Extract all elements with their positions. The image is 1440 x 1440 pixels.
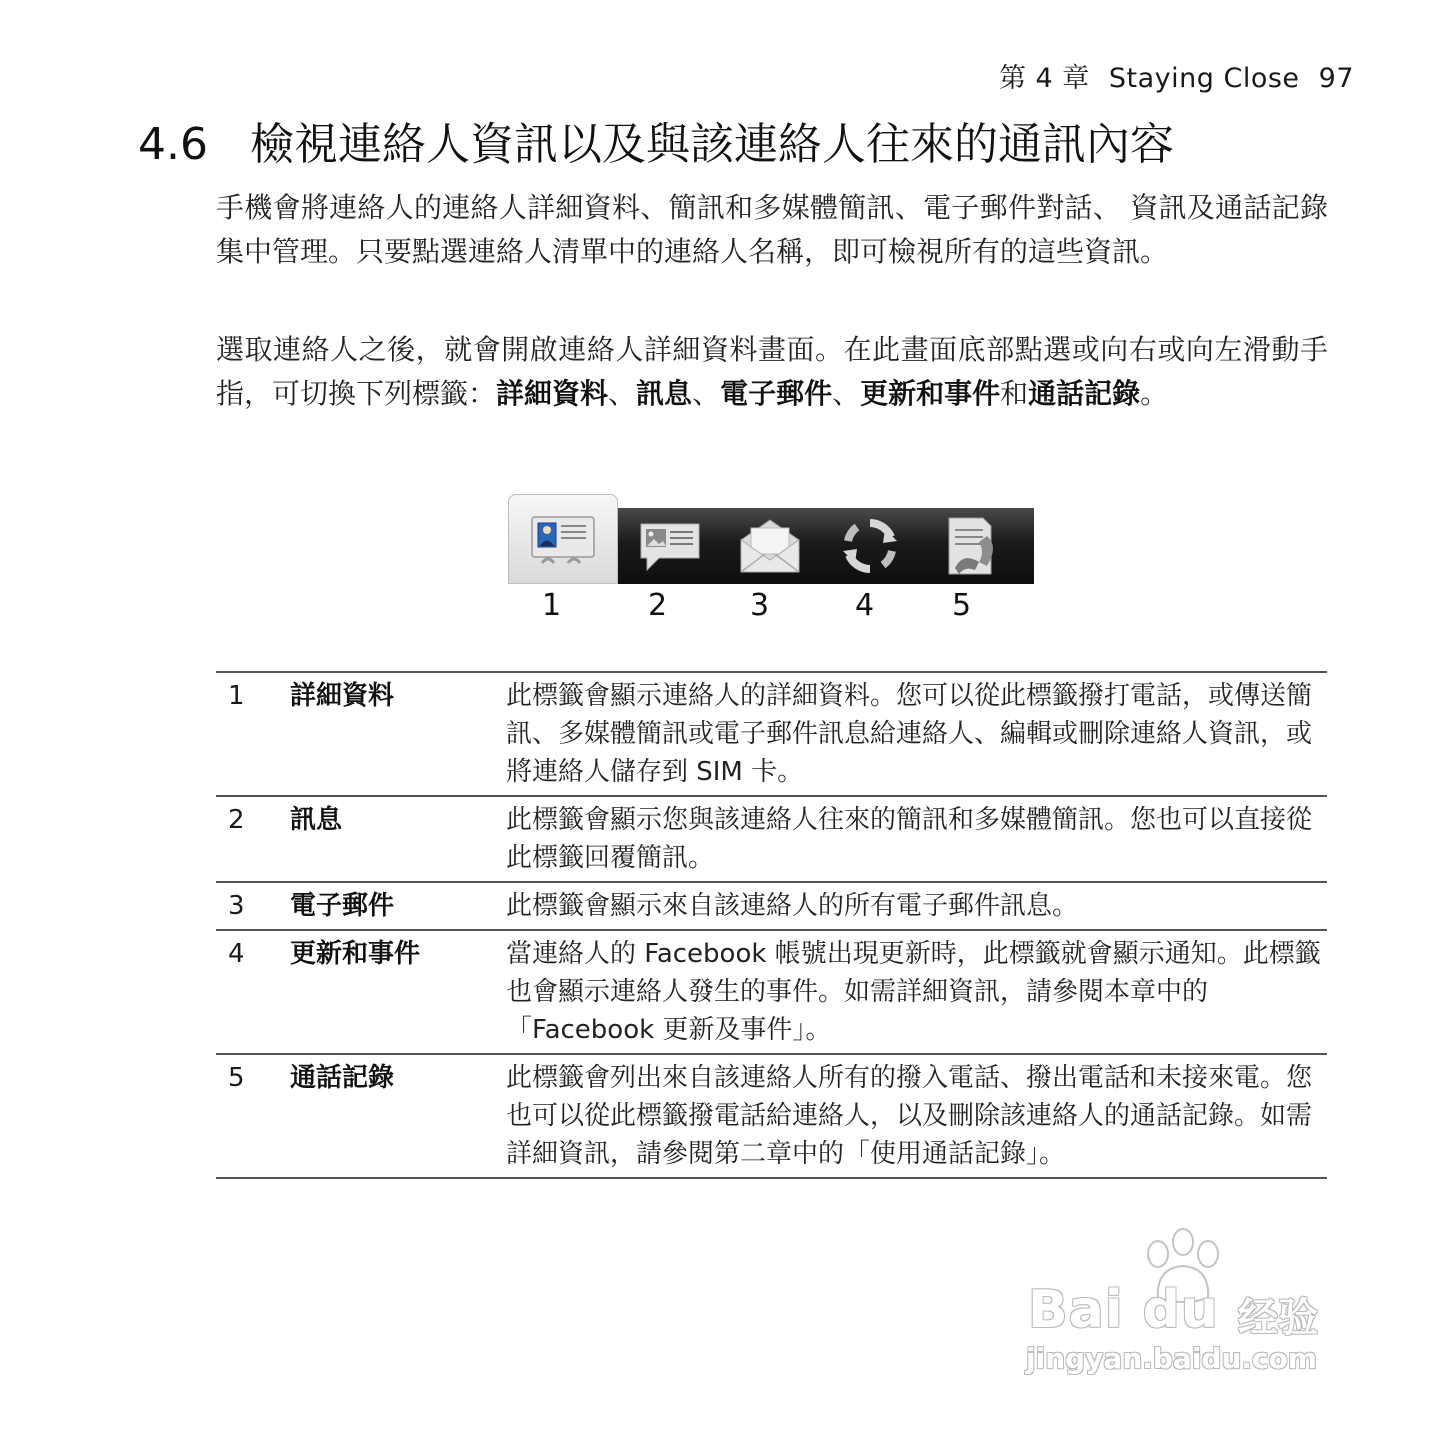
watermark-brand: Bai du: [1028, 1280, 1219, 1340]
row-tab-name: 通話記錄: [290, 1063, 395, 1093]
row-number: 1: [228, 681, 245, 711]
tab-details[interactable]: [508, 494, 618, 584]
intro-paragraph: 手機會將連絡人的連絡人詳細資料、簡訊和多媒體簡訊、電子郵件對話、 資訊及通話記錄集中管理。只要點選連絡人清單中的連絡人名稱，即可檢視所有的這些資訊。: [216, 191, 1328, 268]
tab-number-4: 4: [855, 588, 875, 623]
conjunction: 和: [1000, 377, 1029, 410]
contact-card-icon: [528, 509, 598, 569]
tab-name-details: 詳細資料: [496, 377, 609, 410]
envelope-icon: [735, 516, 805, 576]
row-description: 此標籤會顯示您與該連絡人往來的簡訊和多媒體簡訊。您也可以直接從此標籤回覆簡訊。: [506, 805, 1313, 873]
tab-description-table: [216, 671, 1327, 1179]
section-number: 4.6: [138, 119, 208, 170]
table-row: [216, 796, 1327, 882]
row-tab-name: 詳細資料: [290, 681, 395, 711]
tab-name-call-history: 通話記錄: [1028, 377, 1141, 410]
tab-call-history[interactable]: [918, 508, 1022, 584]
row-description: 此標籤會列出來自該連絡人所有的撥入電話、撥出電話和未接來電。您也可以從此標籤撥電話給連絡人，以及刪除該連絡人的通話記錄。如需詳細資訊，請參閱第二章中的「使用通話記錄」。: [506, 1063, 1313, 1169]
section-title: 檢視連絡人資訊以及與該連絡人往來的通訊內容: [250, 119, 1174, 170]
page-number: 97: [1318, 63, 1354, 94]
table-row: [216, 930, 1327, 1054]
period: 。: [1140, 377, 1169, 410]
separator: 、: [608, 377, 637, 410]
baidu-watermark: [1020, 1228, 1360, 1388]
table-row: [216, 1054, 1327, 1178]
chapter-label: 第 4 章: [998, 63, 1090, 94]
tabs-paragraph-intro: 選取連絡人之後，就會開啟連絡人詳細資料畫面。在此畫面底部點選或向右或向左滑動手指，可切換下列標籤：: [216, 333, 1328, 410]
tab-number-5: 5: [952, 588, 972, 623]
row-tab-name: 電子郵件: [290, 891, 395, 921]
message-bubble-icon: [635, 516, 705, 576]
refresh-icon: [835, 515, 905, 577]
row-number: 5: [228, 1063, 245, 1093]
tab-name-email: 電子郵件: [720, 377, 833, 410]
row-number: 2: [228, 805, 245, 835]
tabs-paragraph: [216, 328, 1328, 416]
call-log-icon: [935, 514, 1005, 578]
row-number: 4: [228, 939, 245, 969]
table-row: [216, 672, 1327, 796]
tab-number-1: 1: [542, 588, 562, 623]
row-tab-name: 訊息: [290, 805, 343, 835]
row-description: 此標籤會顯示來自該連絡人的所有電子郵件訊息。: [506, 891, 1079, 921]
tab-number-3: 3: [750, 588, 770, 623]
table-row: [216, 882, 1327, 930]
tab-number-2: 2: [648, 588, 668, 623]
row-description: 當連絡人的 Facebook 帳號出現更新時，此標籤就會顯示通知。此標籤也會顯示連絡人發生的事件。如需詳細資訊，請參閱本章中的「Facebook 更新及事件」。: [506, 939, 1321, 1045]
tab-name-updates: 更新和事件: [860, 377, 1001, 410]
tab-updates-events[interactable]: [818, 508, 922, 584]
running-header: [989, 56, 1354, 95]
contact-tab-bar: [508, 494, 1034, 584]
separator: 、: [692, 377, 721, 410]
tab-name-messages: 訊息: [636, 377, 693, 410]
chapter-title: Staying Close: [1108, 63, 1300, 94]
row-number: 3: [228, 891, 245, 921]
watermark-brand-suffix: 经验: [1238, 1295, 1318, 1341]
row-tab-name: 更新和事件: [290, 939, 421, 969]
watermark-url: jingyan.baidu.com: [1026, 1342, 1318, 1375]
section-heading: [138, 108, 1174, 172]
separator: 、: [832, 377, 861, 410]
tab-messages[interactable]: [618, 508, 722, 584]
row-description: 此標籤會顯示連絡人的詳細資料。您可以從此標籤撥打電話，或傳送簡訊、多媒體簡訊或電子郵件訊息給連絡人、編輯或刪除連絡人資訊，或將連絡人儲存到 SIM 卡。: [506, 681, 1313, 787]
tab-email[interactable]: [718, 508, 822, 584]
